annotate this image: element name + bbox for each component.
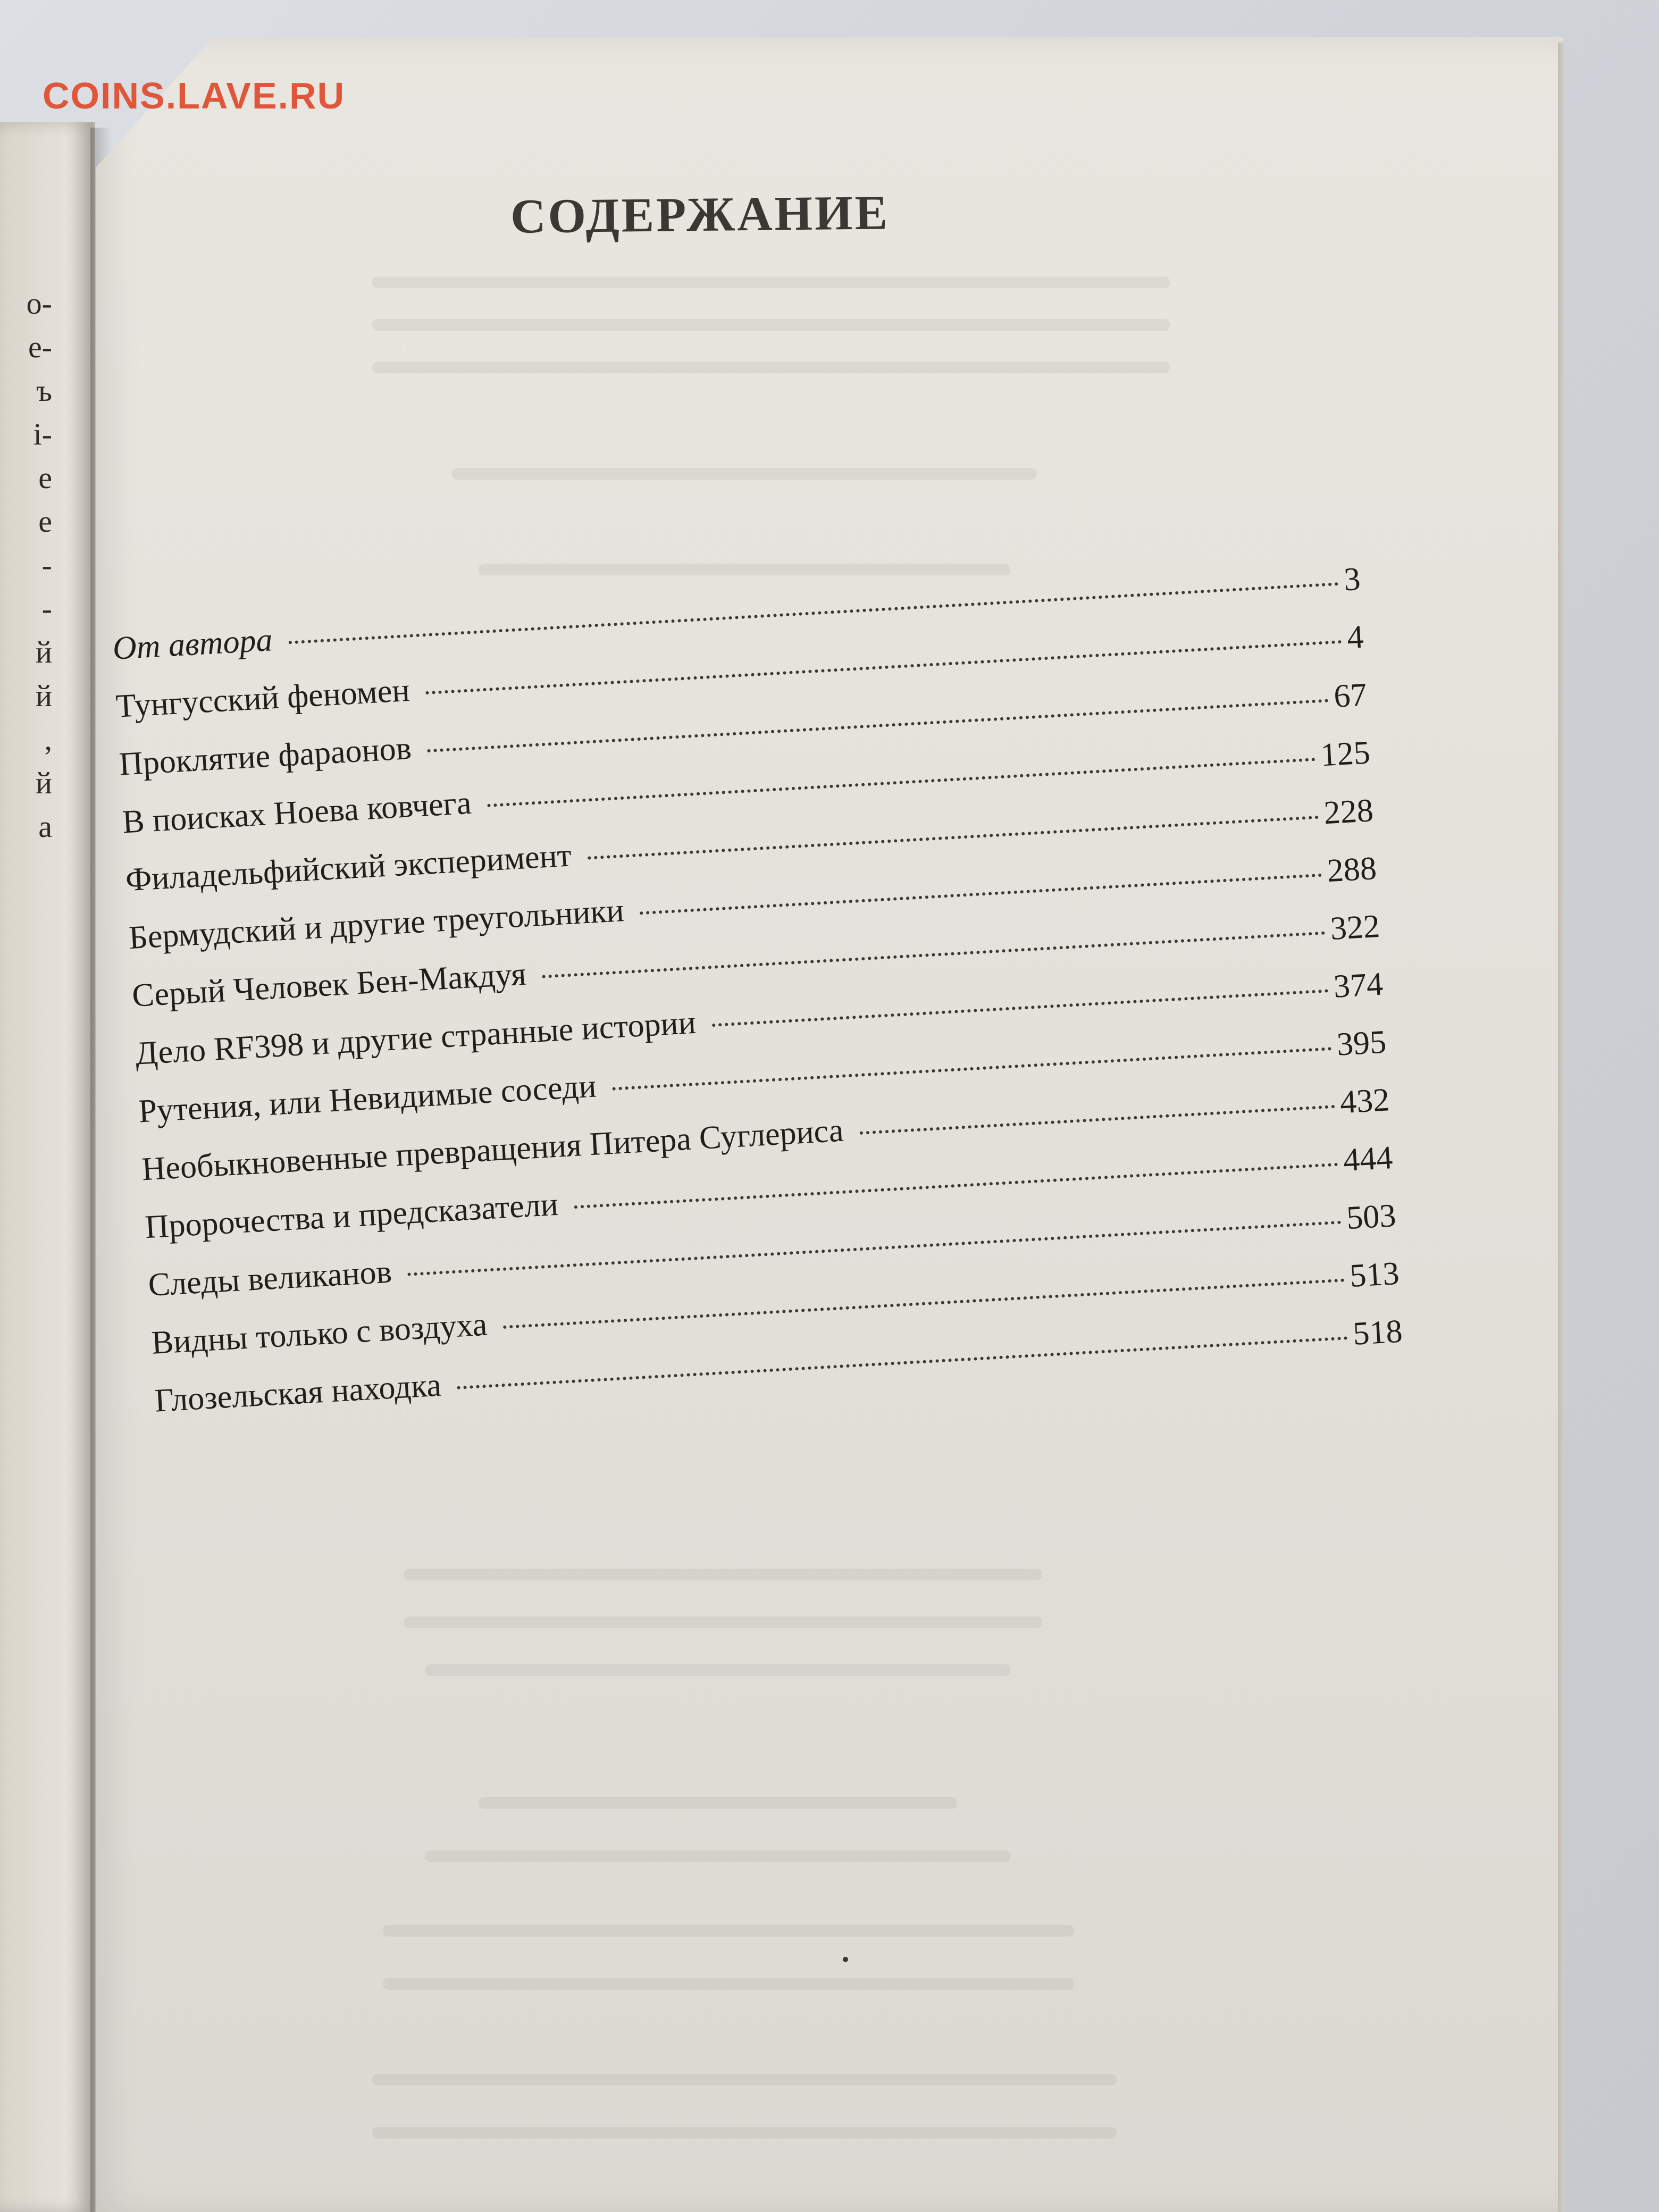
show-through-line	[479, 1797, 957, 1809]
toc-entry-title: Серый Человек Бен-Макдуя	[131, 956, 527, 1014]
left-page-fragment: і-	[33, 417, 52, 451]
left-page-fragment: й	[35, 678, 52, 713]
show-through-line	[479, 564, 1010, 575]
show-through-line	[404, 1569, 1042, 1580]
site-watermark: COINS.LAVE.RU	[43, 75, 346, 116]
toc-entry-title: Видны только с воздуха	[150, 1306, 488, 1361]
toc-entry-page-number: 444	[1342, 1139, 1394, 1179]
left-page-fragment: й	[35, 635, 52, 669]
toc-entry-page-number: 67	[1333, 676, 1368, 715]
left-page-fragment: -	[41, 548, 52, 582]
left-page-fragment: й	[35, 766, 52, 800]
left-page-edge-text	[4, 282, 52, 849]
toc-entry-title: Филадельфийский эксперимент	[124, 837, 573, 899]
toc-entry-page-number: 322	[1329, 908, 1381, 947]
print-speck	[843, 1957, 848, 1962]
show-through-line	[452, 468, 1037, 480]
left-page-fragment: е	[38, 504, 52, 539]
toc-entry-page-number: 125	[1319, 734, 1371, 774]
page-title: СОДЕРЖАНИЕ	[510, 185, 890, 244]
toc-entry-page-number: 228	[1322, 792, 1375, 832]
left-page-fragment: е	[38, 460, 52, 495]
toc-entry-title: Бермудский и другие треугольники	[128, 892, 625, 957]
toc-entry-title: Тунгусский феномен	[115, 672, 411, 725]
show-through-line	[425, 1850, 1010, 1862]
left-page-fragment: ,	[44, 722, 52, 757]
toc-entry-page-number: 503	[1345, 1197, 1397, 1237]
left-page-fragment: ъ	[36, 373, 52, 408]
toc-entry-title: Глозельская находка	[154, 1367, 442, 1419]
show-through-line	[372, 319, 1170, 331]
toc-entry-title: Рутения, или Невидимые соседи	[137, 1068, 598, 1130]
show-through-line	[372, 276, 1170, 288]
toc-entry-page-number: 374	[1333, 966, 1384, 1005]
toc-entry-title: Дело RF398 и другие странные истории	[134, 1004, 697, 1072]
show-through-line	[383, 1925, 1074, 1937]
show-through-line	[372, 2074, 1117, 2085]
left-page-fragment: о-	[26, 286, 52, 321]
toc-entry-page-number: 513	[1348, 1255, 1401, 1294]
show-through-line	[383, 1978, 1074, 1990]
left-page-fragment: е-	[28, 330, 52, 364]
left-page	[0, 122, 95, 2212]
toc-entry-page-number: 395	[1336, 1024, 1387, 1063]
toc-entry-title: Следы великанов	[147, 1253, 393, 1304]
toc-entry-page-number: 4	[1346, 618, 1365, 656]
toc-entry-page-number: 518	[1352, 1313, 1404, 1352]
toc-entry-title: Проклятие фараонов	[118, 730, 413, 783]
page-edge	[1558, 43, 1564, 2212]
toc-entry-title: Необыкновенные превращения Питера Суглериса	[140, 1112, 845, 1188]
left-page-fragment: -	[41, 591, 52, 626]
show-through-line	[404, 1616, 1042, 1628]
toc-entry-title: В поисках Ноева ковчега	[121, 784, 473, 841]
show-through-line	[372, 2127, 1117, 2139]
dot-leader	[859, 1105, 1335, 1135]
toc-entry-page-number: 288	[1326, 850, 1378, 890]
left-page-fragment: а	[38, 809, 52, 844]
toc-entry-page-number: 432	[1339, 1082, 1390, 1121]
toc-entry-title: От автора	[112, 622, 274, 667]
show-through-line	[425, 1664, 1010, 1676]
toc-entry-title: Пророчества и предсказатели	[144, 1186, 559, 1246]
table-of-contents	[112, 560, 1405, 1440]
show-through-line	[372, 362, 1170, 373]
toc-entry-page-number: 3	[1343, 560, 1362, 598]
